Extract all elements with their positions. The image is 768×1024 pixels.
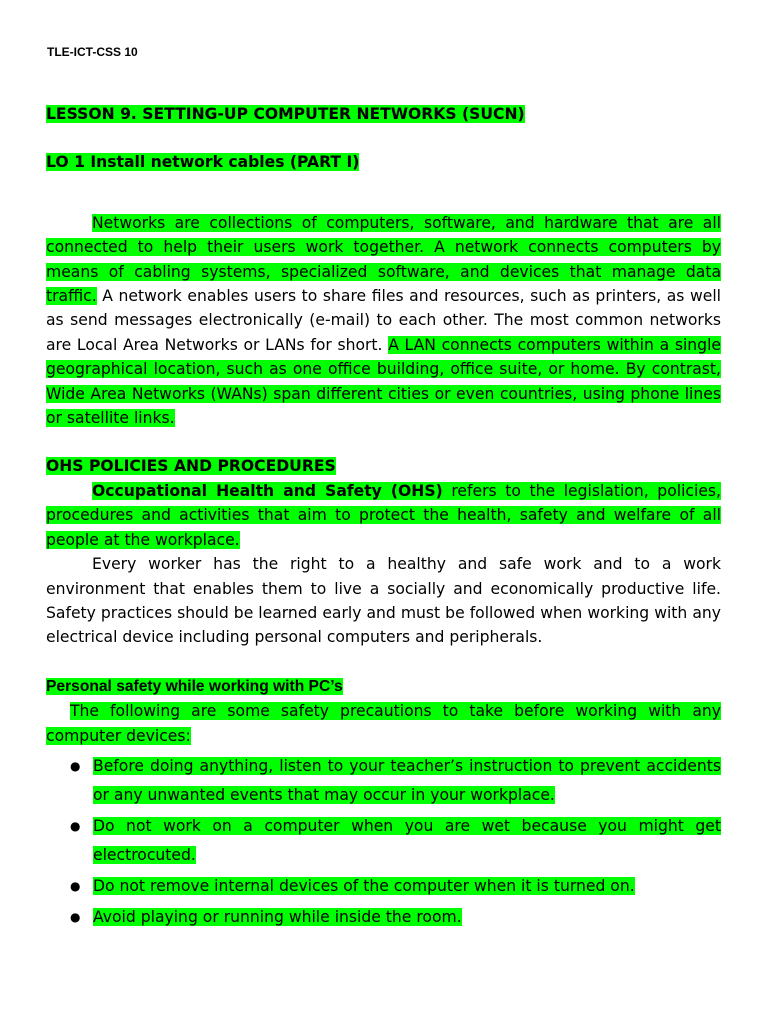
bullet-icon: ● <box>70 758 81 773</box>
list-item <box>46 903 721 932</box>
ohs-highlight <box>46 482 721 549</box>
spacer <box>46 650 721 674</box>
precautions-intro <box>46 699 721 748</box>
document-header-code: TLE-ICT-CSS 10 <box>47 45 138 59</box>
learning-outcome-title-text: LO 1 Install network cables (PART I) <box>46 153 360 172</box>
networks-plain-text: A network enables users to share files and resources, such as printers, as well as send messages electronically (e-mail) to each other. The most common networks are Local Area Networks or LANs for short. <box>46 287 721 354</box>
list-item <box>46 752 721 810</box>
document-body <box>46 102 721 934</box>
list-item <box>46 872 721 901</box>
list-item-text: Before doing anything, listen to your teacher’s instruction to prevent accidents or any unwanted events that may occur in your workplace. <box>93 756 721 804</box>
lesson-title-text: LESSON 9. SETTING-UP COMPUTER NETWORKS (SUCN) <box>46 105 525 123</box>
spacer <box>46 430 721 454</box>
lesson-title <box>46 102 721 126</box>
bullet-icon: ● <box>70 909 81 924</box>
networks-highlight-1: Networks are collections of computers, software, and hardware that are all connected to help their users work together. A network connects computers by means of cabling systems, specialized software, and devices that manage data traffic. <box>46 213 721 306</box>
list-item <box>46 812 721 870</box>
ohs-paragraph <box>46 479 721 552</box>
personal-safety-heading <box>46 674 721 699</box>
personal-safety-heading-text: Personal safety while working with PC’s <box>46 677 343 695</box>
ohs-heading-text: OHS POLICIES AND PROCEDURES <box>46 457 336 476</box>
ohs-bold-term: Occupational Health and Safety (OHS) <box>92 481 443 500</box>
ohs-heading <box>46 454 721 478</box>
learning-outcome-title <box>46 150 721 174</box>
list-item-text: Do not work on a computer when you are wet because you might get electrocuted. <box>93 816 721 864</box>
bullet-icon: ● <box>70 818 81 833</box>
bullet-icon: ● <box>70 878 81 893</box>
ohs-definition: refers to the legislation, policies, procedures and activities that aim to protect the health, safety and welfare of all people at the workplace. <box>46 481 721 549</box>
list-item-text: Do not remove internal devices of the computer when it is turned on. <box>93 876 635 895</box>
list-item-text: Avoid playing or running while inside the room. <box>93 907 462 926</box>
spacer <box>46 175 721 199</box>
networks-paragraph <box>46 211 721 431</box>
worker-rights-paragraph: Every worker has the right to a healthy and safe work and to a work environment that enables them to live a socially and economically productive life. Safety practices should be learned early and must be followed when working with any electrical device including personal computers and peripherals. <box>46 555 721 647</box>
safety-precautions-list <box>46 752 721 932</box>
precautions-intro-text: The following are some safety precautions to take before working with any computer devices: <box>46 702 721 745</box>
networks-highlight-2: A LAN connects computers within a single geographical location, such as one office building, office suite, or home. By contrast, Wide Area Networks (WANs) span different cities or even countries, using phone lines or satellite links. <box>46 335 721 428</box>
